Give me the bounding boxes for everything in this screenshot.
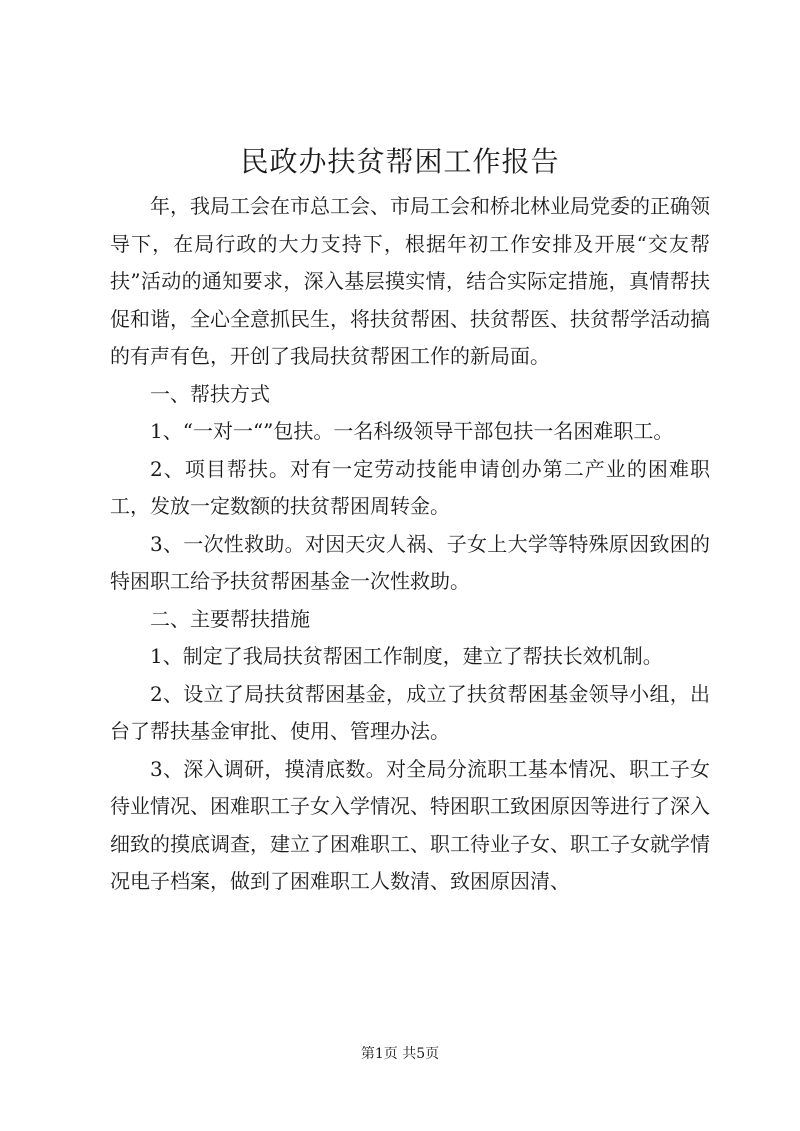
paragraph-measure-1: 1、制定了我局扶贫帮困工作制度，建立了帮扶长效机制。 (150, 644, 663, 668)
page-number-footer: 第1页 共5页 (360, 1046, 440, 1062)
section-heading-methods: 一、帮扶方式 (150, 381, 270, 406)
paragraph-method-2: 2、项目帮扶。对有一定劳动技能申请创办第二产业的困难职工，发放一定数额的扶贫帮困周转金。 (110, 456, 710, 518)
paragraph-method-3: 3、一次性救助。对因天灾人祸、子女上大学等特殊原因致困的特困职工给予扶贫帮困基金一次性救助。 (110, 531, 710, 593)
paragraph-measure-2: 2、设立了局扶贫帮困基金，成立了扶贫帮困基金领导小组，出台了帮扶基金审批、使用、管理办法。 (110, 681, 710, 743)
section-heading-measures: 二、主要帮扶措施 (150, 606, 310, 631)
paragraph-method-1: 1、“一对一“”包扶。一名科级领导干部包扶一名困难职工。 (150, 419, 674, 443)
paragraph-intro: 年，我局工会在市总工会、市局工会和桥北林业局党委的正确领导下，在局行政的大力支持下，根据年初工作安排及开展“交友帮扶”活动的通知要求，深入基层摸实情，结合实际定措施，真情帮扶促和谐，全心全意抓民生，将扶贫帮困、扶贫帮医、扶贫帮学活动搞的有声有色，开创了我局扶贫帮困工作的新局面。 (110, 194, 710, 368)
paragraph-measure-3: 3、深入调研，摸清底数。对全局分流职工基本情况、职工子女待业情况、困难职工子女入学情况、特困职工致困原因等进行了深入细致的摸底调查，建立了困难职工、职工待业子女、职工子女就学情况电子档案，做到了困难职工人数清、致困原因清、 (110, 756, 710, 893)
document-body (110, 188, 710, 901)
document-title: 民政办扶贫帮困工作报告 (240, 145, 560, 178)
